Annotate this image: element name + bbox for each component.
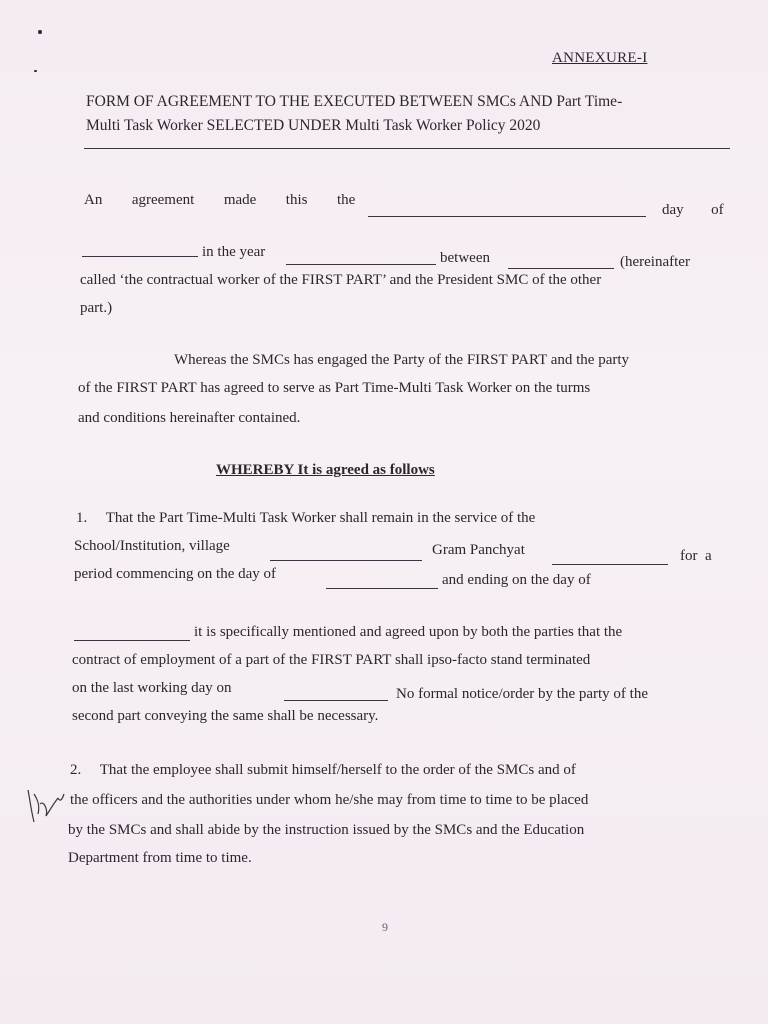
clause1-line-6b: No formal notice/order by the party of the — [396, 686, 648, 702]
annexure-label: ANNEXURE-I — [552, 50, 648, 66]
intro-word: this — [285, 192, 308, 208]
village-blank — [270, 548, 422, 561]
whereas-line-3: and conditions hereinafter contained. — [78, 410, 301, 426]
clause1-line-6a: on the last working day on — [72, 680, 232, 696]
title-line-1: FORM OF AGREEMENT TO THE EXECUTED BETWEEN SMCs AND Part Time- — [86, 93, 623, 110]
clause2-line-1: 2. That the employee shall submit himself/herself to the order of the SMCs and of — [70, 762, 576, 778]
intro-word: of — [711, 202, 724, 218]
clause1-line-2c: for a — [680, 548, 712, 564]
intro-line-1 — [84, 190, 355, 210]
month-blank — [82, 244, 198, 257]
panchayat-blank — [552, 552, 668, 565]
handwritten-initials — [22, 780, 66, 830]
last-working-day-blank — [284, 688, 388, 701]
title-underline — [84, 148, 730, 149]
scan-speck — [34, 70, 37, 72]
between-blank — [508, 256, 614, 269]
page-number: 9 — [382, 920, 388, 934]
clause2-line-3: by the SMCs and shall abide by the instruction issued by the SMCs and the Education — [68, 822, 585, 838]
clause1-line-3b: and ending on the day of — [442, 572, 591, 588]
start-date-blank — [326, 576, 438, 589]
clause2-line-2: the officers and the authorities under whom he/she may from time to time to be placed — [70, 792, 589, 808]
intro-word: agreement — [131, 192, 195, 208]
clause1-line-1: 1. That the Part Time-Multi Task Worker shall remain in the service of the — [76, 510, 536, 526]
date-day-blank — [368, 204, 646, 217]
intro-word: day — [662, 202, 684, 218]
intro-line-2a: in the year — [202, 244, 266, 260]
clause1-line-2b: Gram Panchyat — [432, 542, 525, 558]
section-heading: WHEREBY It is agreed as follows — [216, 462, 435, 478]
title-line-2: Multi Task Worker SELECTED UNDER Multi Task Worker Policy 2020 — [86, 117, 541, 134]
intro-word: An — [84, 192, 103, 208]
whereas-line-2: of the FIRST PART has agreed to serve as Part Time-Multi Task Worker on the turms — [78, 380, 591, 396]
agreement-title — [86, 90, 736, 138]
clause1-line-2a: School/Institution, village — [74, 538, 230, 554]
whereas-line-1: Whereas the SMCs has engaged the Party of the FIRST PART and the party — [174, 352, 630, 368]
clause1-line-5: contract of employment of a part of the FIRST PART shall ipso-facto stand terminated — [72, 652, 591, 668]
scan-speck — [38, 30, 42, 34]
clause1-line-7: second part conveying the same shall be necessary. — [72, 708, 379, 724]
clause1-line-3a: period commencing on the day of — [74, 566, 277, 582]
intro-word: made — [223, 192, 257, 208]
intro-word: the — [336, 192, 356, 208]
clause1-line-4: it is specifically mentioned and agreed upon by both the parties that the — [194, 624, 623, 640]
end-date-blank — [74, 628, 190, 641]
year-blank — [286, 252, 436, 265]
intro-line-1-end — [662, 200, 724, 220]
intro-line-3: called ‘the contractual worker of the FIRST PART’ and the President SMC of the other — [80, 272, 602, 288]
intro-line-2c: (hereinafter — [620, 254, 690, 270]
intro-line-2b: between — [440, 250, 490, 266]
clause2-line-4: Department from time to time. — [68, 850, 252, 866]
intro-line-4: part.) — [80, 300, 113, 316]
